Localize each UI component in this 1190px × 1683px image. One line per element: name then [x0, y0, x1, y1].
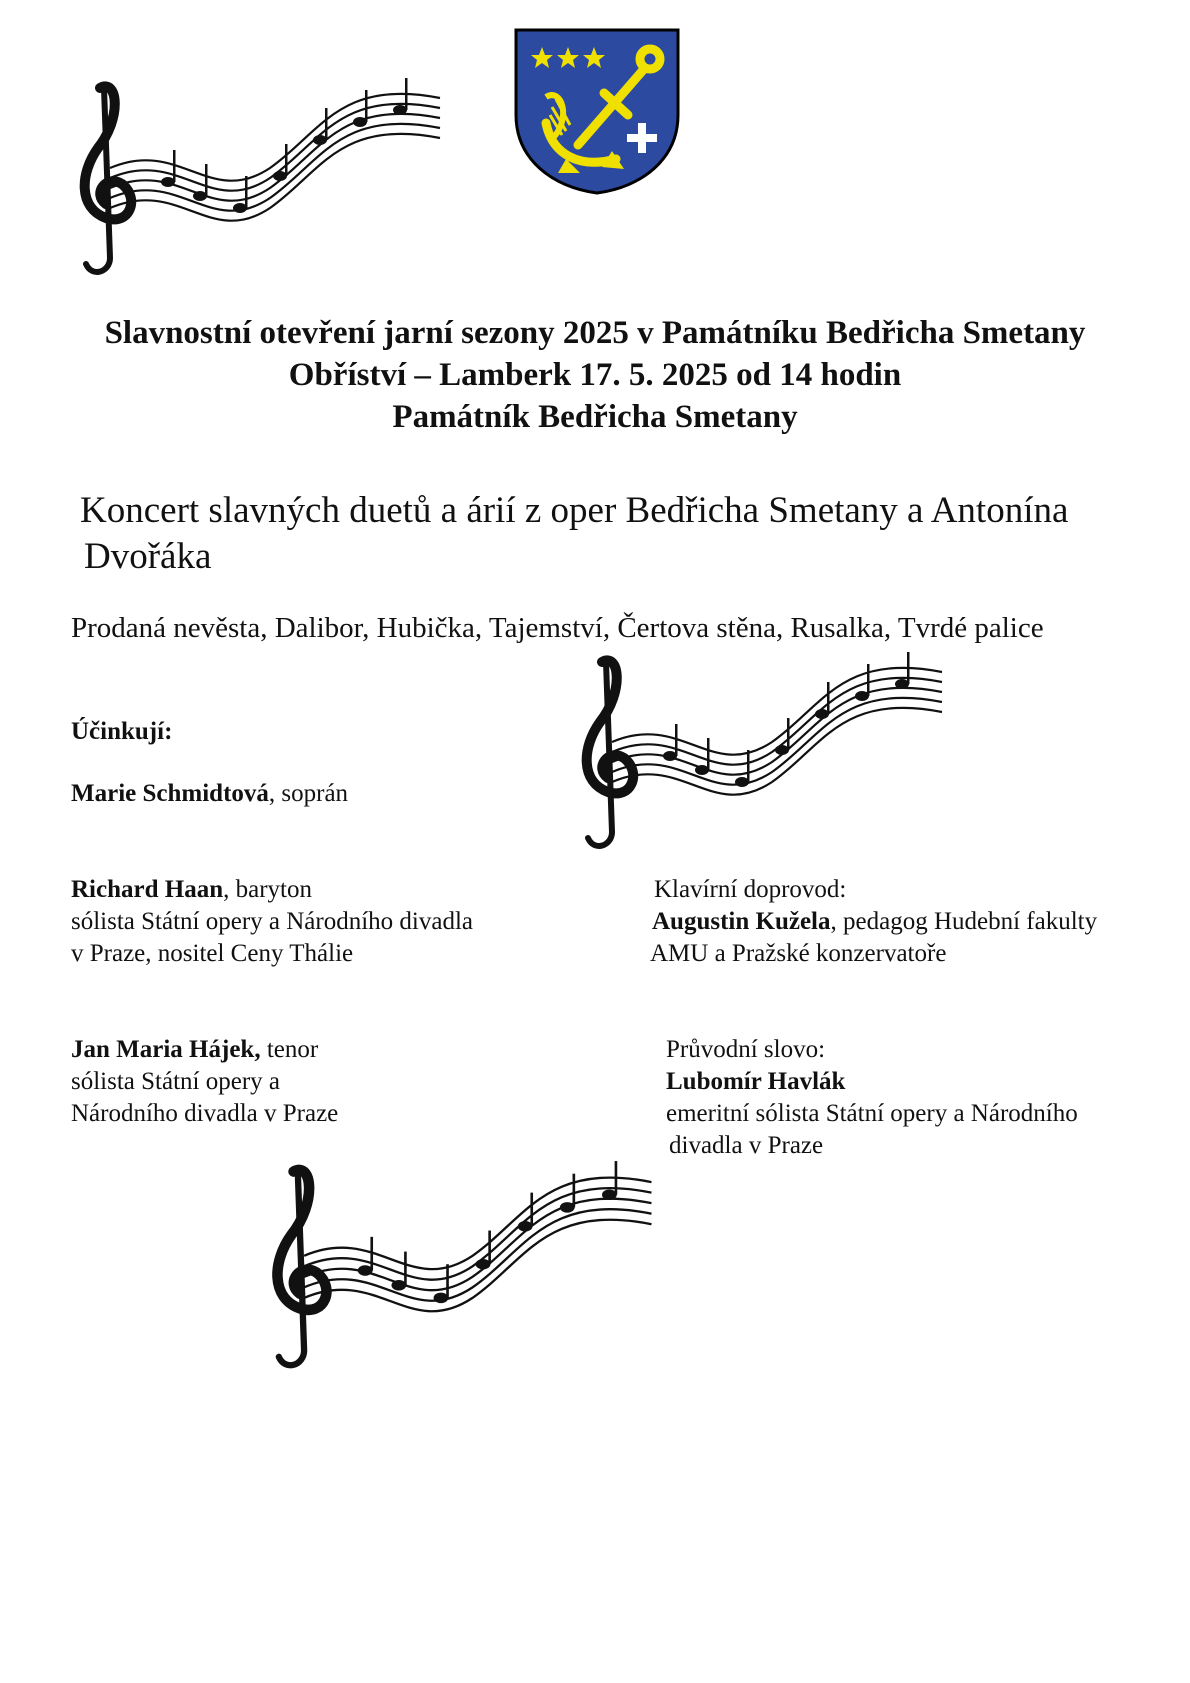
music-staff-icon [572, 632, 952, 860]
music-staff-icon [262, 1140, 662, 1380]
performer-1 [71, 778, 348, 810]
performers-heading: Účinkují: [71, 718, 173, 745]
performer-desc-2: v Praze, nositel Ceny Thálie [71, 940, 354, 967]
performer-role: , soprán [268, 780, 349, 807]
music-staff-icon [70, 58, 450, 286]
performer-name: Jan Maria Hájek, [71, 1036, 261, 1063]
concert-line-2: Dvořáka [84, 536, 212, 577]
performer-name: Richard Haan [71, 876, 224, 903]
narration-desc-1: emeritní sólista Státní opery a Národního [666, 1100, 1078, 1127]
accompaniment-desc: AMU a Pražské konzervatoře [650, 940, 947, 967]
title-line-1: Slavnostní otevření jarní sezony 2025 v Památníku Bedřicha Smetany [104, 315, 1086, 351]
accompaniment-block [650, 874, 1097, 970]
coat-of-arms-icon [512, 27, 682, 195]
accompaniment-role: , pedagog Hudební fakulty [830, 908, 1098, 935]
opera-list: Prodaná nevěsta, Dalibor, Hubička, Tajemství, Čertova stěna, Rusalka, Tvrdé palice [71, 612, 1044, 644]
event-title [0, 312, 1190, 438]
performer-desc-2: Národního divadla v Praze [71, 1100, 339, 1127]
performer-desc-1: sólista Státní opery a Národního divadla [71, 908, 474, 935]
concert-line-1: Koncert slavných duetů a árií z oper Bedřicha Smetany a Antonína [80, 490, 1069, 531]
narration-block [666, 1034, 1078, 1162]
narration-name: Lubomír Havlák [666, 1068, 846, 1095]
accompaniment-label: Klavírní doprovod: [654, 876, 847, 903]
performer-3 [71, 1034, 338, 1130]
title-line-2: Obříství – Lamberk 17. 5. 2025 od 14 hodin [288, 357, 902, 393]
performer-role: , baryton [223, 876, 312, 903]
concert-heading [80, 488, 1160, 580]
performer-2 [71, 874, 473, 970]
performer-role: tenor [260, 1036, 319, 1063]
narration-desc-2: divadla v Praze [669, 1132, 824, 1159]
narration-label: Průvodní slovo: [666, 1036, 826, 1063]
performer-name: Marie Schmidtová [71, 780, 269, 807]
accompaniment-name: Augustin Kužela [652, 908, 831, 935]
title-line-3: Památník Bedřicha Smetany [392, 399, 798, 435]
performer-desc-1: sólista Státní opery a [71, 1068, 280, 1095]
